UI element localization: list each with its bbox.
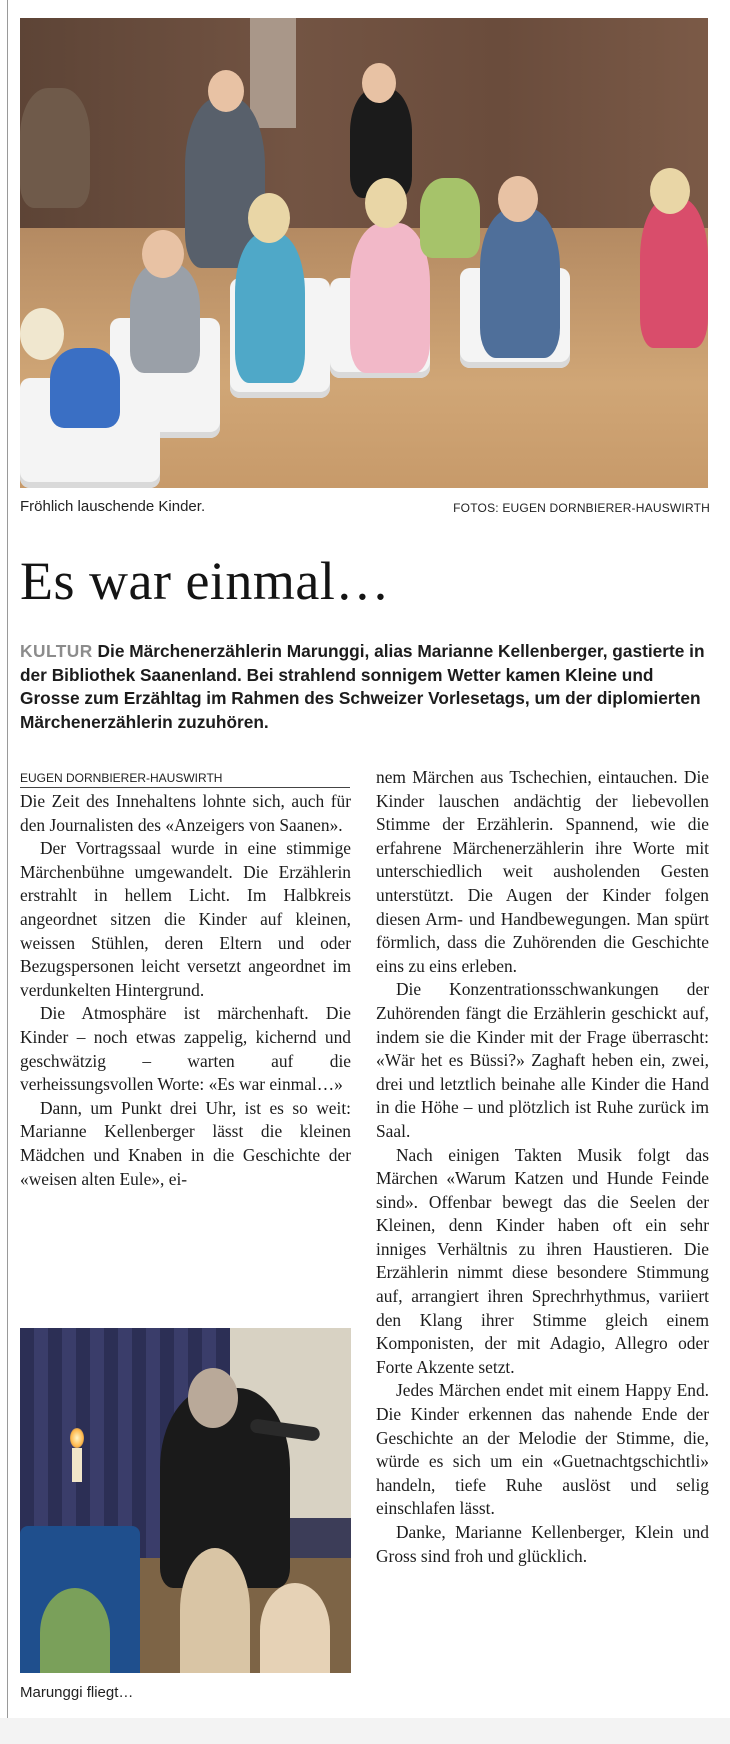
photo-adult (20, 88, 90, 208)
photo-child (235, 233, 305, 383)
photo-head (248, 193, 290, 243)
column-rule (7, 0, 8, 1744)
section-kicker: KULTUR (20, 641, 93, 661)
photo-child (130, 263, 200, 373)
page-footer-band (0, 1718, 730, 1744)
photo-child (640, 198, 708, 348)
photo-child (50, 348, 120, 428)
paragraph: nem Märchen aus Tschechien, eintauchen. Die Kinder lauschen andächtig der liebevollen Stimme der Erzählerin. Spannend, wie die erfahrene Märchenerzählerin ihre Worte mit unterschiedlich weit ausholenden Gesten unterstützt. Die Augen der Kinder folgen diesen Arm- und Handbewegungen. Man spürt förmlich, dass die Zuhörenden die Geschichte eins zu eins erleben. (376, 767, 709, 976)
article-column-2 (376, 766, 709, 1568)
paragraph: Jedes Märchen endet mit einem Happy End. Die Kinder erkennen das nahende Ende der Geschichte an der Melodie der Stimme, die, würde es sich um ein «Guetnachtgschichtli» handeln, tiefe Ruhe auslöst und selig einschlafen lässt. (376, 1380, 709, 1519)
paragraph: Danke, Marianne Kellenberger, Klein und Gross sind froh und glücklich. (376, 1522, 709, 1566)
photo-child (480, 208, 560, 358)
paragraph: Die Atmosphäre ist märchenhaft. Die Kinder – noch etwas zappelig, kichernd und geschwätzig – warten auf die verheissungsvollen Worte: «Es war einmal…» (20, 1003, 351, 1095)
article-lead (20, 640, 710, 734)
photo-credit: FOTOS: EUGEN DORNBIERER-HAUSWIRTH (453, 501, 710, 515)
photo-head (208, 70, 244, 112)
storyteller-head (188, 1368, 238, 1428)
top-photo-caption: Fröhlich lauschende Kinder. (20, 498, 206, 515)
article-column-1 (20, 790, 351, 1191)
children-listening-photo (20, 18, 708, 488)
photo-head (362, 63, 396, 103)
paragraph: Dann, um Punkt drei Uhr, ist es so weit: Marianne Kellenberger lässt die kleinen Mädchen und Knaben in die Geschichte der «weisen alten Eule», ei- (20, 1097, 351, 1189)
photo-child (350, 223, 430, 373)
author-byline: EUGEN DORNBIERER-HAUSWIRTH (20, 771, 350, 788)
photo-head (365, 178, 407, 228)
paragraph: Die Konzentrationsschwankungen der Zuhörenden fängt die Erzählerin geschickt auf, indem sie die Kinder mit der Frage überrascht: «Wär het es Büssi?» Zaghaft heben ein, zwei, drei und letztlich beinahe alle Kinder die Hand in die Höhe – und plötzlich ist Ruhe zurück im Saal. (376, 979, 709, 1141)
photo-head (142, 230, 184, 278)
storyteller-photo (20, 1328, 351, 1673)
paragraph: Der Vortragssaal wurde in eine stimmige Märchenbühne umgewandelt. Die Erzählerin erstrahlt in hellem Licht. Im Halbkreis angeordnet sitzen die Kinder auf kleinen, weissen Stühlen, deren Eltern und oder Bezugspersonen leicht versetzt angeordnet im verdunkelten Hintergrund. (20, 838, 351, 1000)
paragraph: Nach einigen Takten Musik folgt das Märchen «Warum Katzen und Hunde Feinde sind». Offenbar bewegt das die Seelen der Kleinen, denn Kinder haben oft ein sehr inniges Verhältnis zu ihren Haustieren. Die Erzählerin nimmt diese besondere Stimmung auf, arrangiert ihren Sprechrhythmus, variiert den Klang ihrer Stimme gleich einem Komponisten, der mit Adagio, Allegro oder Forte Akzente setzt. (376, 1144, 709, 1377)
photo-child (180, 1548, 250, 1673)
photo-child (260, 1583, 330, 1673)
article-headline: Es war einmal… (20, 551, 390, 611)
lead-text: Die Märchenerzählerin Marunggi, alias Marianne Kellenberger, gastierte in der Bibliothek Saanenland. Bei strahlend sonnigem Wetter kamen Kleine und Grosse zum Erzähltag im Rahmen des Schweizer Vorlesetags, um der diplomierten Märchenerzählerin zuzuhören. (20, 641, 705, 732)
bottom-photo-caption: Marunggi fliegt… (20, 1684, 134, 1701)
photo-pillar (250, 18, 296, 128)
photo-head (20, 308, 64, 360)
photo-child (40, 1588, 110, 1673)
photo-child (420, 178, 480, 258)
photo-head (498, 176, 538, 222)
paragraph: Die Zeit des Innehaltens lohnte sich, auch für den Journalisten des «Anzeigers von Saanen». (20, 791, 351, 835)
candle (72, 1448, 82, 1482)
candle-flame (70, 1428, 84, 1448)
photo-head (650, 168, 690, 214)
